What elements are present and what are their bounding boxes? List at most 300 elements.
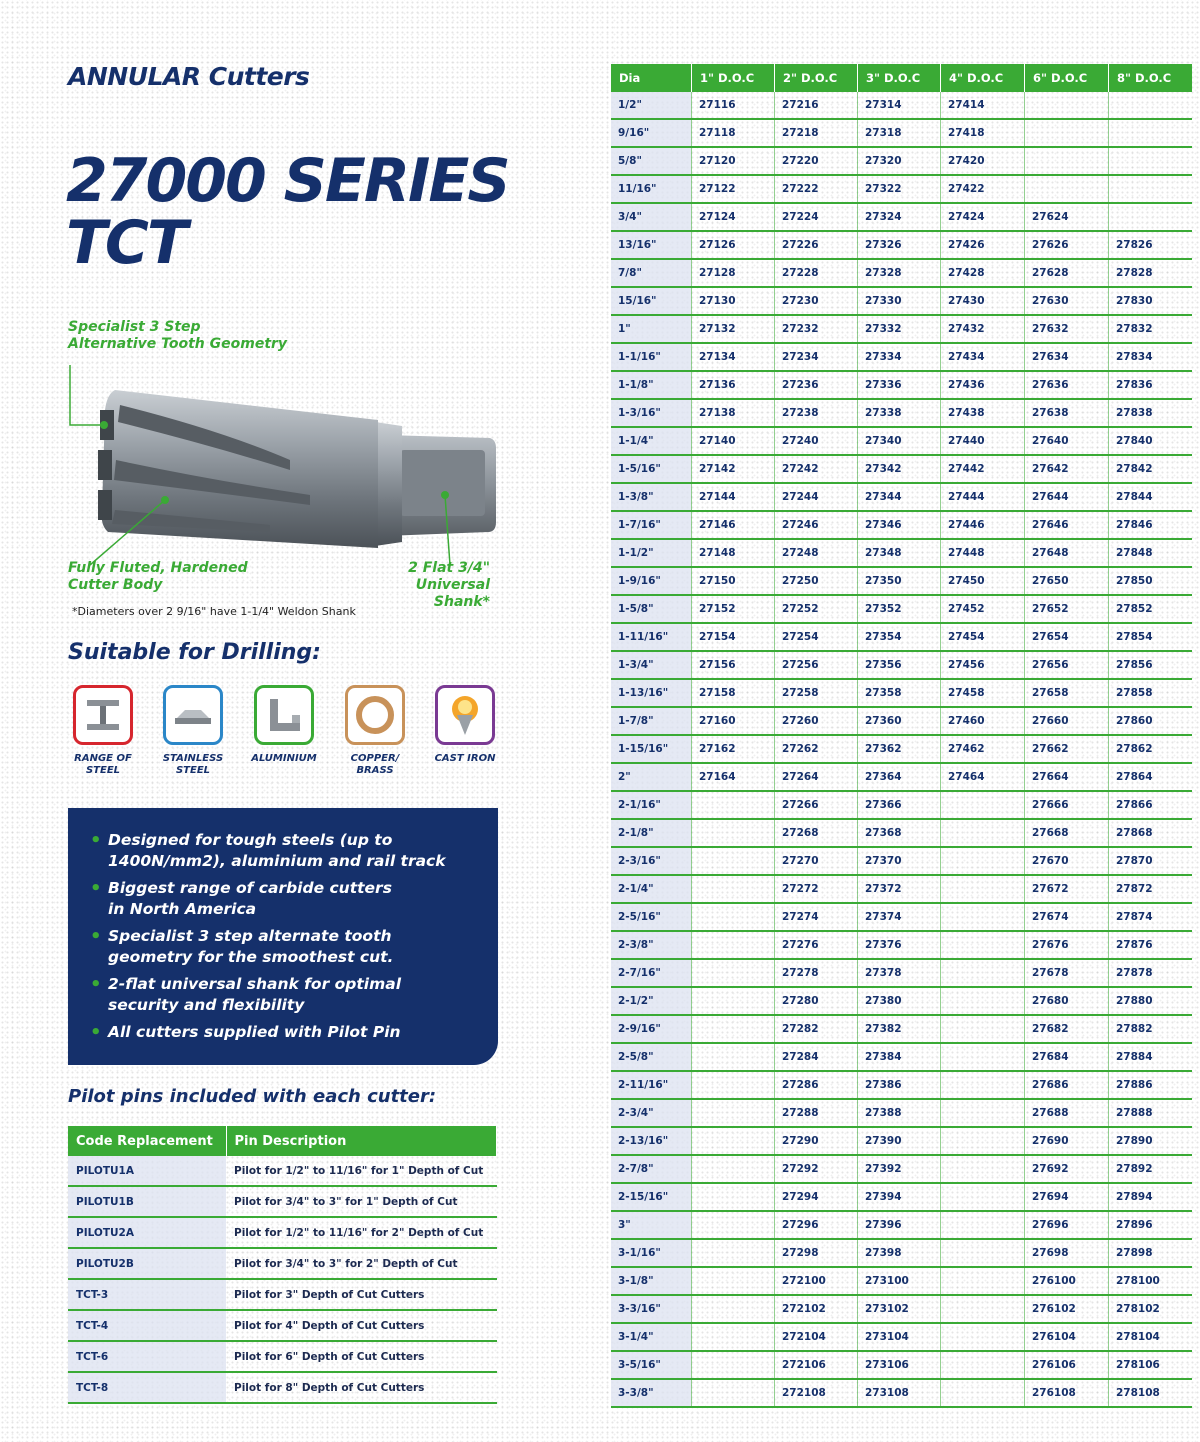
part-number-cell: 27228 — [775, 259, 858, 287]
part-number-cell — [692, 875, 775, 903]
table-row — [611, 175, 1192, 203]
part-number-cell: 27150 — [692, 567, 775, 595]
part-number-cell: 27152 — [692, 595, 775, 623]
table-row — [611, 819, 1192, 847]
part-number-cell: 27254 — [775, 623, 858, 651]
part-number-cell: 27856 — [1109, 651, 1193, 679]
column-header: 3" D.O.C — [858, 64, 941, 92]
part-number-cell: 27380 — [858, 987, 941, 1015]
part-number-cell — [692, 1127, 775, 1155]
part-number-cell: 27116 — [692, 92, 775, 119]
part-number-cell: 27320 — [858, 147, 941, 175]
part-number-cell — [941, 1295, 1025, 1323]
part-number-cell: 27232 — [775, 315, 858, 343]
part-number-cell: 27844 — [1109, 483, 1193, 511]
pin-code-cell: PILOTU2B — [68, 1248, 226, 1279]
drilling-heading: Suitable for Drilling: — [68, 640, 321, 665]
table-row — [611, 511, 1192, 539]
part-number-cell: 27314 — [858, 92, 941, 119]
table-row — [611, 483, 1192, 511]
diameter-cell: 1-5/16" — [611, 455, 692, 483]
part-number-cell: 27686 — [1025, 1071, 1109, 1099]
part-number-cell: 27424 — [941, 203, 1025, 231]
part-number-cell: 27646 — [1025, 511, 1109, 539]
table-row — [611, 1295, 1192, 1323]
part-number-cell: 273108 — [858, 1379, 941, 1407]
part-number-cell: 27250 — [775, 567, 858, 595]
part-number-cell: 27874 — [1109, 903, 1193, 931]
diameter-cell: 1-13/16" — [611, 679, 692, 707]
part-number-cell — [692, 903, 775, 931]
material-label: COPPER/ BRASS — [350, 753, 400, 776]
part-number-cell — [692, 1295, 775, 1323]
pin-description-cell: Pilot for 3/4" to 3" for 2" Depth of Cut — [226, 1248, 497, 1279]
part-number-cell — [1025, 175, 1109, 203]
shank-footnote: *Diameters over 2 9/16" have 1-1/4" Weldon Shank — [72, 605, 356, 618]
part-number-cell: 27660 — [1025, 707, 1109, 735]
features-panel — [68, 808, 498, 1065]
diameter-cell: 1/2" — [611, 92, 692, 119]
diameter-cell: 1" — [611, 315, 692, 343]
part-number-cell: 27648 — [1025, 539, 1109, 567]
diameter-cell: 2-5/16" — [611, 903, 692, 931]
part-number-cell: 27682 — [1025, 1015, 1109, 1043]
part-number-cell: 27448 — [941, 539, 1025, 567]
i-beam-icon — [73, 685, 133, 745]
diameter-cell: 2" — [611, 763, 692, 791]
part-number-cell: 27160 — [692, 707, 775, 735]
part-number-cell: 27444 — [941, 483, 1025, 511]
brand-heading: ANNULAR Cutters — [68, 62, 310, 91]
part-number-cell: 27120 — [692, 147, 775, 175]
diameter-cell: 3" — [611, 1211, 692, 1239]
part-number-cell: 27124 — [692, 203, 775, 231]
part-number-cell: 27834 — [1109, 343, 1193, 371]
part-number-cell: 27268 — [775, 819, 858, 847]
part-number-cell: 27658 — [1025, 679, 1109, 707]
part-number-cell: 27368 — [858, 819, 941, 847]
part-number-cell: 27862 — [1109, 735, 1193, 763]
part-number-cell: 27388 — [858, 1099, 941, 1127]
part-number-cell — [941, 959, 1025, 987]
part-number-cell — [692, 1239, 775, 1267]
diameter-cell: 2-5/8" — [611, 1043, 692, 1071]
part-number-cell: 27860 — [1109, 707, 1193, 735]
part-number-cell: 27430 — [941, 287, 1025, 315]
diameter-cell: 1-15/16" — [611, 735, 692, 763]
part-number-cell: 27432 — [941, 315, 1025, 343]
part-number-cell — [692, 1155, 775, 1183]
material-label: STAINLESS STEEL — [162, 753, 224, 776]
pin-description-cell: Pilot for 3" Depth of Cut Cutters — [226, 1279, 497, 1310]
pin-code-cell: PILOTU2A — [68, 1217, 226, 1248]
part-number-cell: 27878 — [1109, 959, 1193, 987]
diameter-cell: 1-7/16" — [611, 511, 692, 539]
part-number-cell: 27458 — [941, 679, 1025, 707]
diameter-cell: 3-1/4" — [611, 1323, 692, 1351]
part-number-cell — [692, 1099, 775, 1127]
part-number-cell: 27422 — [941, 175, 1025, 203]
table-row — [611, 287, 1192, 315]
pin-description-cell: Pilot for 4" Depth of Cut Cutters — [226, 1310, 497, 1341]
table-row — [611, 539, 1192, 567]
part-number-cell: 272104 — [775, 1323, 858, 1351]
diameter-cell: 9/16" — [611, 119, 692, 147]
pin-code-cell: PILOTU1B — [68, 1186, 226, 1217]
part-number-cell: 27662 — [1025, 735, 1109, 763]
part-number-cell: 27284 — [775, 1043, 858, 1071]
part-number-cell — [941, 987, 1025, 1015]
diameter-cell: 3-3/16" — [611, 1295, 692, 1323]
part-number-cell: 27224 — [775, 203, 858, 231]
part-number-cell: 27888 — [1109, 1099, 1193, 1127]
part-number-cell: 27156 — [692, 651, 775, 679]
part-number-cell — [941, 791, 1025, 819]
part-number-cell: 273104 — [858, 1323, 941, 1351]
part-number-cell: 27838 — [1109, 399, 1193, 427]
part-number-cell: 27462 — [941, 735, 1025, 763]
diameter-cell: 3-1/16" — [611, 1239, 692, 1267]
part-number-cell: 27854 — [1109, 623, 1193, 651]
part-number-cell: 27866 — [1109, 791, 1193, 819]
part-number-cell: 27420 — [941, 147, 1025, 175]
table-row — [611, 231, 1192, 259]
table-row — [611, 679, 1192, 707]
part-number-cell: 27692 — [1025, 1155, 1109, 1183]
part-number-cell: 276108 — [1025, 1379, 1109, 1407]
diameter-cell: 2-9/16" — [611, 1015, 692, 1043]
part-number-cell: 27364 — [858, 763, 941, 791]
part-number-cell: 27282 — [775, 1015, 858, 1043]
material-label: CAST IRON — [434, 753, 496, 764]
part-number-cell: 27384 — [858, 1043, 941, 1071]
table-row — [611, 1099, 1192, 1127]
part-number-cell: 27324 — [858, 203, 941, 231]
part-number-cell: 27272 — [775, 875, 858, 903]
part-number-cell: 27836 — [1109, 371, 1193, 399]
diameter-cell: 2-7/16" — [611, 959, 692, 987]
part-number-cell: 27330 — [858, 287, 941, 315]
diameter-cell: 15/16" — [611, 287, 692, 315]
part-number-cell: 27850 — [1109, 567, 1193, 595]
part-number-cell: 27830 — [1109, 287, 1193, 315]
table-row — [611, 1071, 1192, 1099]
diameter-cell: 2-15/16" — [611, 1183, 692, 1211]
table-row — [68, 1279, 497, 1310]
pin-description-cell: Pilot for 1/2" to 11/16" for 1" Depth of Cut — [226, 1156, 497, 1186]
part-number-cell: 27290 — [775, 1127, 858, 1155]
part-number-cell — [692, 1323, 775, 1351]
part-number-cell: 27382 — [858, 1015, 941, 1043]
material-label: RANGE OF STEEL — [74, 753, 132, 776]
table-row — [611, 1015, 1192, 1043]
part-number-cell — [692, 1015, 775, 1043]
part-number-cell: 27122 — [692, 175, 775, 203]
pin-code-cell: TCT-8 — [68, 1372, 226, 1403]
table-row — [611, 343, 1192, 371]
part-number-cell: 27882 — [1109, 1015, 1193, 1043]
part-number-cell — [692, 791, 775, 819]
diameter-cell: 13/16" — [611, 231, 692, 259]
column-header: Code Replacement — [68, 1126, 226, 1156]
diameter-cell: 2-7/8" — [611, 1155, 692, 1183]
pin-description-cell: Pilot for 8" Depth of Cut Cutters — [226, 1372, 497, 1403]
diameter-cell: 7/8" — [611, 259, 692, 287]
table-row — [611, 1155, 1192, 1183]
part-number-cell — [941, 903, 1025, 931]
part-number-cell: 27218 — [775, 119, 858, 147]
table-row — [611, 147, 1192, 175]
diameter-cell: 1-1/16" — [611, 343, 692, 371]
part-number-cell: 27280 — [775, 987, 858, 1015]
part-number-cell: 27876 — [1109, 931, 1193, 959]
part-number-cell: 27338 — [858, 399, 941, 427]
callout-line: Specialist 3 Step — [68, 319, 201, 335]
feature-item: • Biggest range of carbide cutters in North America — [90, 878, 482, 920]
table-row — [68, 1341, 497, 1372]
part-number-cell: 27634 — [1025, 343, 1109, 371]
part-number-cell: 27270 — [775, 847, 858, 875]
part-number-cell: 272106 — [775, 1351, 858, 1379]
part-number-cell: 278100 — [1109, 1267, 1193, 1295]
part-number-cell: 27870 — [1109, 847, 1193, 875]
part-number-cell: 27370 — [858, 847, 941, 875]
part-number-cell: 27852 — [1109, 595, 1193, 623]
part-number-cell — [941, 1267, 1025, 1295]
table-row — [611, 1351, 1192, 1379]
table-row — [611, 595, 1192, 623]
part-number-cell: 27880 — [1109, 987, 1193, 1015]
part-number-cell: 27132 — [692, 315, 775, 343]
part-number-cell: 276104 — [1025, 1323, 1109, 1351]
callout-shank — [360, 560, 490, 611]
part-number-cell: 27344 — [858, 483, 941, 511]
table-row — [611, 847, 1192, 875]
material-steel — [58, 685, 148, 777]
part-number-cell — [1109, 203, 1193, 231]
part-number-cell: 27240 — [775, 427, 858, 455]
part-number-cell: 27146 — [692, 511, 775, 539]
callout-line: Universal Shank* — [415, 577, 490, 610]
table-row — [611, 399, 1192, 427]
page-title — [66, 146, 509, 278]
diameter-cell: 2-1/16" — [611, 791, 692, 819]
diameter-cell: 2-13/16" — [611, 1127, 692, 1155]
part-number-cell: 27678 — [1025, 959, 1109, 987]
part-number-cell — [1025, 147, 1109, 175]
table-row — [68, 1186, 497, 1217]
part-number-cell: 27236 — [775, 371, 858, 399]
diameter-cell: 1-1/4" — [611, 427, 692, 455]
part-number-cell: 27130 — [692, 287, 775, 315]
diameter-cell: 11/16" — [611, 175, 692, 203]
title-line-2: TCT — [66, 208, 186, 278]
part-number-cell: 276100 — [1025, 1267, 1109, 1295]
part-number-cell: 27442 — [941, 455, 1025, 483]
part-number-cell: 278106 — [1109, 1351, 1193, 1379]
part-number-cell — [941, 1211, 1025, 1239]
part-number-cell — [941, 1127, 1025, 1155]
part-number-cell: 27328 — [858, 259, 941, 287]
part-number-cell: 27674 — [1025, 903, 1109, 931]
part-number-cell: 27350 — [858, 567, 941, 595]
table-row — [611, 1267, 1192, 1295]
part-number-cell: 27628 — [1025, 259, 1109, 287]
table-row — [68, 1248, 497, 1279]
part-number-cell: 27666 — [1025, 791, 1109, 819]
table-row — [611, 791, 1192, 819]
part-number-cell: 27826 — [1109, 231, 1193, 259]
part-number-cell: 27650 — [1025, 567, 1109, 595]
part-number-cell: 27688 — [1025, 1099, 1109, 1127]
part-number-cell: 27656 — [1025, 651, 1109, 679]
part-number-cell: 27452 — [941, 595, 1025, 623]
part-number-cell: 27386 — [858, 1071, 941, 1099]
table-row — [611, 987, 1192, 1015]
callout-cutter-body — [68, 560, 248, 594]
pin-code-cell: PILOTU1A — [68, 1156, 226, 1186]
diameter-cell: 1-5/8" — [611, 595, 692, 623]
part-number-cell: 27632 — [1025, 315, 1109, 343]
part-number-cell: 27642 — [1025, 455, 1109, 483]
column-header: Dia — [611, 64, 692, 92]
part-number-cell: 27216 — [775, 92, 858, 119]
material-stainless — [148, 685, 238, 777]
part-number-cell: 27846 — [1109, 511, 1193, 539]
part-number-cell — [692, 847, 775, 875]
part-number-cell: 27626 — [1025, 231, 1109, 259]
part-number-cell — [941, 1015, 1025, 1043]
part-number-cell: 27418 — [941, 119, 1025, 147]
part-number-cell: 27676 — [1025, 931, 1109, 959]
part-number-cell: 27464 — [941, 763, 1025, 791]
table-row — [611, 1043, 1192, 1071]
part-number-cell: 27360 — [858, 707, 941, 735]
part-number-cell: 27222 — [775, 175, 858, 203]
part-number-cell: 27684 — [1025, 1043, 1109, 1071]
part-number-cell: 27298 — [775, 1239, 858, 1267]
part-number-cell: 27630 — [1025, 287, 1109, 315]
part-number-cell — [692, 1043, 775, 1071]
part-number-cell — [941, 1099, 1025, 1127]
part-number-cell: 27640 — [1025, 427, 1109, 455]
flame-cone-icon — [435, 685, 495, 745]
part-number-cell: 27162 — [692, 735, 775, 763]
part-number-cell: 27158 — [692, 679, 775, 707]
part-number-cell: 27690 — [1025, 1127, 1109, 1155]
part-number-cell: 27366 — [858, 791, 941, 819]
part-number-cell: 27624 — [1025, 203, 1109, 231]
table-header-row — [611, 64, 1192, 92]
part-number-cell: 27348 — [858, 539, 941, 567]
part-number-cell: 27144 — [692, 483, 775, 511]
diameter-cell: 2-1/2" — [611, 987, 692, 1015]
part-number-cell — [692, 987, 775, 1015]
pin-description-cell: Pilot for 6" Depth of Cut Cutters — [226, 1341, 497, 1372]
diameter-cell: 1-1/8" — [611, 371, 692, 399]
part-number-cell: 27868 — [1109, 819, 1193, 847]
column-header: 6" D.O.C — [1025, 64, 1109, 92]
callout-tooth-geometry — [68, 319, 287, 353]
feature-item: • Specialist 3 step alternate tooth geometry for the smoothest cut. — [90, 926, 482, 968]
part-number-cell: 27322 — [858, 175, 941, 203]
part-number-cell — [941, 1071, 1025, 1099]
part-number-cell: 27318 — [858, 119, 941, 147]
column-header: 2" D.O.C — [775, 64, 858, 92]
table-row — [68, 1156, 497, 1186]
table-row — [611, 651, 1192, 679]
part-number-cell: 27858 — [1109, 679, 1193, 707]
table-row — [611, 903, 1192, 931]
part-number-cell — [692, 1267, 775, 1295]
part-number-cell: 27252 — [775, 595, 858, 623]
column-header: Pin Description — [226, 1126, 497, 1156]
diameter-cell: 2-11/16" — [611, 1071, 692, 1099]
column-header: 4" D.O.C — [941, 64, 1025, 92]
part-number-cell: 27128 — [692, 259, 775, 287]
part-number-cell: 27296 — [775, 1211, 858, 1239]
pins-header-row — [68, 1126, 497, 1156]
part-number-cell: 27898 — [1109, 1239, 1193, 1267]
part-number-cell: 27694 — [1025, 1183, 1109, 1211]
part-number-cell: 27356 — [858, 651, 941, 679]
part-number-cell — [692, 959, 775, 987]
part-number-cell: 27230 — [775, 287, 858, 315]
part-number-cell: 27264 — [775, 763, 858, 791]
part-number-cell: 27832 — [1109, 315, 1193, 343]
table-row — [611, 427, 1192, 455]
part-number-cell: 278108 — [1109, 1379, 1193, 1407]
table-row — [611, 735, 1192, 763]
diameter-cell: 1-9/16" — [611, 567, 692, 595]
part-number-cell: 278104 — [1109, 1323, 1193, 1351]
part-number-cell: 27394 — [858, 1183, 941, 1211]
part-number-cell: 27426 — [941, 231, 1025, 259]
table-row — [611, 92, 1192, 119]
part-number-cell: 27234 — [775, 343, 858, 371]
feature-item: • All cutters supplied with Pilot Pin — [90, 1022, 482, 1043]
part-number-cell — [941, 875, 1025, 903]
diameter-cell: 2-3/16" — [611, 847, 692, 875]
part-number-cell: 27638 — [1025, 399, 1109, 427]
part-number-cell — [941, 1183, 1025, 1211]
part-number-cell: 273100 — [858, 1267, 941, 1295]
title-line-1: 27000 SERIES — [66, 146, 509, 216]
part-number-cell: 27286 — [775, 1071, 858, 1099]
part-number-cell: 27894 — [1109, 1183, 1193, 1211]
angle-profile-icon — [254, 685, 314, 745]
part-number-cell — [941, 1239, 1025, 1267]
part-number-cell — [941, 1043, 1025, 1071]
diameter-cell: 3-5/16" — [611, 1351, 692, 1379]
diameter-cell: 5/8" — [611, 147, 692, 175]
part-number-cell — [692, 1183, 775, 1211]
table-row — [611, 1183, 1192, 1211]
callout-line: 2 Flat 3/4" — [408, 560, 490, 576]
part-number-cell: 27872 — [1109, 875, 1193, 903]
part-number-cell: 27292 — [775, 1155, 858, 1183]
table-row — [611, 875, 1192, 903]
cutter-part-table — [611, 64, 1192, 1408]
table-row — [611, 567, 1192, 595]
part-number-cell: 27654 — [1025, 623, 1109, 651]
table-row — [68, 1217, 497, 1248]
part-number-cell — [941, 1351, 1025, 1379]
table-row — [611, 959, 1192, 987]
part-number-cell: 27390 — [858, 1127, 941, 1155]
part-number-cell: 27896 — [1109, 1211, 1193, 1239]
part-number-cell — [692, 931, 775, 959]
